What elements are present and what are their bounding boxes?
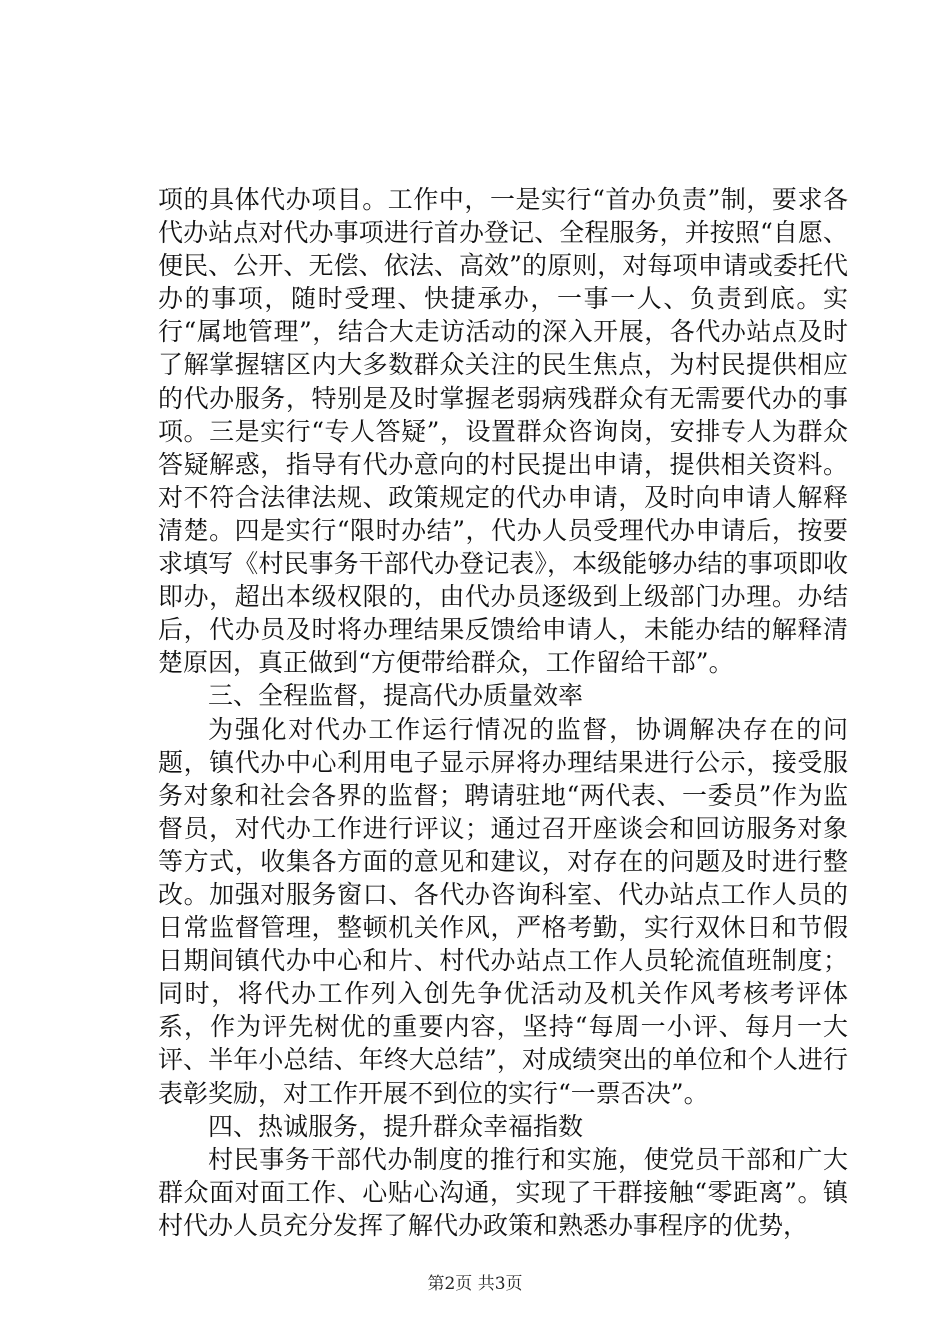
paragraph-supervision: 为强化对代办工作运行情况的监督，协调解决存在的问题，镇代办中心利用电子显示屏将办理结果进行公示，接受服务对象和社会各界的监督；聘请驻地“两代表、一委员”作为监督员，对代办工作进行评议；通过召开座谈会和回访服务对象等方式，收集各方面的意见和建议，对存在的问题及时进行整改。加强对服务窗口、各代办咨询科室、代办站点工作人员的日常监督管理，整顿机关作风，严格考勤，实行双休日和节假日期间镇代办中心和片、村代办站点工作人员轮流值班制度；同时，将代办工作列入创先争优活动及机关作风考核考评体系，作为评先树优的重要内容，坚持“每周一小评、每月一大评、半年小总结、年终大总结”，对成绩突出的单位和个人进行表彰奖励，对工作开展不到位的实行“一票否决”。	[158, 714, 848, 1108]
paragraph-continuation: 项的具体代办项目。工作中，一是实行“首办负责”制，要求各代办站点对代办事项进行首办登记、全程服务，并按照“自愿、便民、公开、无偿、依法、高效”的原则，对每项申请或委托代办的事项，随时受理、快捷承办，一事一人、负责到底。实行“属地管理”，结合大走访活动的深入开展，各代办站点及时了解掌握辖区内大多数群众关注的民生焦点，为村民提供相应的代办服务，特别是及时掌握老弱病残群众有无需要代办的事项。三是实行“专人答疑”，设置群众咨询岗，安排专人为群众答疑解惑，指导有代办意向的村民提出申请，提供相关资料。对不符合法律法规、政策规定的代办申请，及时向申请人解释清楚。四是实行“限时办结”，代办人员受理代办申请后，按要求填写《村民事务干部代办登记表》，本级能够办结的事项即收即办，超出本级权限的，由代办员逐级到上级部门办理。办结后，代办员及时将办理结果反馈给申请人，未能办结的解释清楚原因，真正做到“方便带给群众，工作留给干部”。	[158, 185, 848, 678]
section-heading-three: 三、全程监督，提高代办质量效率	[208, 681, 584, 711]
section-heading-four: 四、热诚服务，提升群众幸福指数	[208, 1111, 584, 1141]
page-footer: 第2页 共3页	[427, 1274, 523, 1294]
document-body	[158, 183, 848, 1242]
paragraph-service: 村民事务干部代办制度的推行和实施，使党员干部和广大群众面对面工作、心贴心沟通，实现了干群接触“零距离”。镇村代办人员充分发挥了解代办政策和熟悉办事程序的优势，	[158, 1144, 848, 1240]
